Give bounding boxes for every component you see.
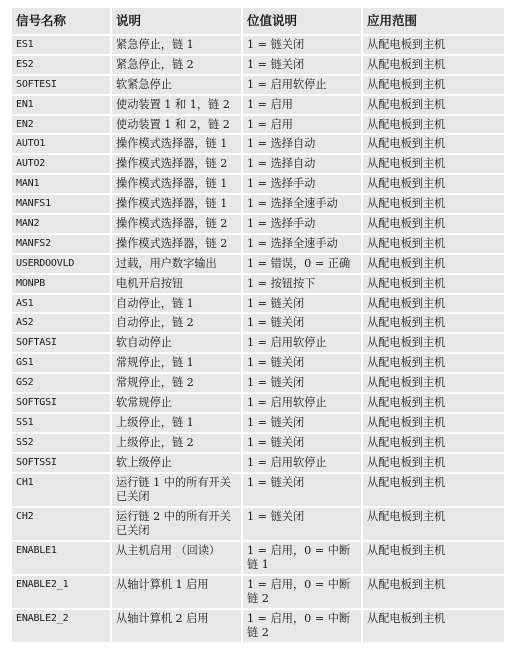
signal-name-cell: MAN2 <box>12 215 112 233</box>
description-cell: 操作模式选择器，链 1 <box>112 135 243 153</box>
bit-value-cell: 1 = 按钮按下 <box>243 275 363 293</box>
signal-name-cell: AS1 <box>12 295 112 313</box>
bit-value-cell: 1 = 启用软停止 <box>243 76 363 94</box>
description-cell: 软自动停止 <box>112 334 243 352</box>
description-cell: 软紧急停止 <box>112 76 243 94</box>
signal-name-cell: CH2 <box>12 508 112 540</box>
description-cell: 从轴计算机 1 启用 <box>112 576 243 608</box>
table-row <box>12 576 504 608</box>
bit-value-cell: 1 = 链关闭 <box>243 36 363 54</box>
description-cell: 自动停止，链 2 <box>112 314 243 332</box>
bit-value-cell: 1 = 链关闭 <box>243 295 363 313</box>
description-cell: 紧急停止，链 2 <box>112 56 243 74</box>
table-row <box>12 155 504 173</box>
table-row <box>12 474 504 506</box>
bit-value-cell: 1 = 链关闭 <box>243 474 363 506</box>
scope-cell: 从配电板到主机 <box>363 508 504 540</box>
scope-cell: 从配电板到主机 <box>363 414 504 432</box>
signal-name-cell: MAN1 <box>12 175 112 193</box>
description-cell: 常规停止，链 1 <box>112 354 243 372</box>
bit-value-cell: 1 = 启用 <box>243 96 363 114</box>
signal-name-cell: SOFTESI <box>12 76 112 94</box>
scope-cell: 从配电板到主机 <box>363 434 504 452</box>
description-cell: 上级停止，链 2 <box>112 434 243 452</box>
scope-cell: 从配电板到主机 <box>363 235 504 253</box>
table-row <box>12 295 504 313</box>
bit-value-cell: 1 = 启用软停止 <box>243 394 363 412</box>
description-cell: 过载，用户数字输出 <box>112 255 243 273</box>
scope-cell: 从配电板到主机 <box>363 374 504 392</box>
signal-name-cell: CH1 <box>12 474 112 506</box>
scope-cell: 从配电板到主机 <box>363 195 504 213</box>
bit-value-cell: 1 = 链关闭 <box>243 354 363 372</box>
bit-value-cell: 1 = 选择自动 <box>243 135 363 153</box>
signal-name-cell: USERDOOVLD <box>12 255 112 273</box>
signal-name-cell: MONPB <box>12 275 112 293</box>
scope-cell: 从配电板到主机 <box>363 576 504 608</box>
signal-name-cell: GS1 <box>12 354 112 372</box>
table-row <box>12 314 504 332</box>
scope-cell: 从配电板到主机 <box>363 96 504 114</box>
bit-value-cell: 1 = 启用软停止 <box>243 334 363 352</box>
bit-value-cell: 1 = 启用 <box>243 116 363 134</box>
table-row <box>12 255 504 273</box>
bit-value-cell: 1 = 启用，0 = 中断链 2 <box>243 610 363 642</box>
description-cell: 运行链 2 中的所有开关已关闭 <box>112 508 243 540</box>
description-cell: 操作模式选择器，链 1 <box>112 195 243 213</box>
scope-cell: 从配电板到主机 <box>363 36 504 54</box>
header-bit-value: 位值说明 <box>243 8 363 34</box>
description-cell: 软上级停止 <box>112 454 243 472</box>
table-row <box>12 454 504 472</box>
description-cell: 软常规停止 <box>112 394 243 412</box>
table-row <box>12 56 504 74</box>
header-description: 说明 <box>112 8 243 34</box>
description-cell: 运行链 1 中的所有开关已关闭 <box>112 474 243 506</box>
table-row <box>12 394 504 412</box>
signal-name-cell: SOFTASI <box>12 334 112 352</box>
signal-name-cell: GS2 <box>12 374 112 392</box>
bit-value-cell: 1 = 链关闭 <box>243 434 363 452</box>
scope-cell: 从配电板到主机 <box>363 215 504 233</box>
scope-cell: 从配电板到主机 <box>363 334 504 352</box>
scope-cell: 从配电板到主机 <box>363 116 504 134</box>
scope-cell: 从配电板到主机 <box>363 135 504 153</box>
signal-name-cell: EN1 <box>12 96 112 114</box>
table-row <box>12 354 504 372</box>
signal-name-cell: AUTO2 <box>12 155 112 173</box>
table-row <box>12 508 504 540</box>
bit-value-cell: 1 = 选择手动 <box>243 215 363 233</box>
table-row <box>12 116 504 134</box>
bit-value-cell: 1 = 选择全速手动 <box>243 195 363 213</box>
table-row <box>12 195 504 213</box>
header-scope: 应用范围 <box>363 8 504 34</box>
scope-cell: 从配电板到主机 <box>363 542 504 574</box>
scope-cell: 从配电板到主机 <box>363 175 504 193</box>
description-cell: 操作模式选择器，链 2 <box>112 235 243 253</box>
signal-name-cell: AS2 <box>12 314 112 332</box>
scope-cell: 从配电板到主机 <box>363 295 504 313</box>
signal-name-cell: ENABLE2_2 <box>12 610 112 642</box>
bit-value-cell: 1 = 链关闭 <box>243 414 363 432</box>
description-cell: 操作模式选择器，链 1 <box>112 175 243 193</box>
description-cell: 操作模式选择器，链 2 <box>112 155 243 173</box>
bit-value-cell: 1 = 错误，0 = 正确 <box>243 255 363 273</box>
scope-cell: 从配电板到主机 <box>363 610 504 642</box>
signal-name-cell: ENABLE2_1 <box>12 576 112 608</box>
scope-cell: 从配电板到主机 <box>363 56 504 74</box>
table-row <box>12 542 504 574</box>
bit-value-cell: 1 = 链关闭 <box>243 374 363 392</box>
table-row <box>12 414 504 432</box>
table-row <box>12 215 504 233</box>
bit-value-cell: 1 = 链关闭 <box>243 314 363 332</box>
signal-name-cell: MANFS1 <box>12 195 112 213</box>
table-body <box>12 36 504 642</box>
table-row <box>12 36 504 54</box>
signal-name-cell: SOFTGSI <box>12 394 112 412</box>
scope-cell: 从配电板到主机 <box>363 394 504 412</box>
bit-value-cell: 1 = 启用软停止 <box>243 454 363 472</box>
description-cell: 电机开启按钮 <box>112 275 243 293</box>
table-row <box>12 175 504 193</box>
table-row <box>12 434 504 452</box>
table-row <box>12 96 504 114</box>
scope-cell: 从配电板到主机 <box>363 275 504 293</box>
signal-name-cell: ES2 <box>12 56 112 74</box>
scope-cell: 从配电板到主机 <box>363 76 504 94</box>
signal-name-cell: SOFTSSI <box>12 454 112 472</box>
table-row <box>12 610 504 642</box>
description-cell: 紧急停止，链 1 <box>112 36 243 54</box>
signal-name-cell: SS2 <box>12 434 112 452</box>
bit-value-cell: 1 = 选择全速手动 <box>243 235 363 253</box>
table-row <box>12 275 504 293</box>
bit-value-cell: 1 = 启用，0 = 中断链 2 <box>243 576 363 608</box>
bit-value-cell: 1 = 链关闭 <box>243 56 363 74</box>
signal-name-cell: EN2 <box>12 116 112 134</box>
description-cell: 从主机启用 （回读） <box>112 542 243 574</box>
bit-value-cell: 1 = 选择手动 <box>243 175 363 193</box>
scope-cell: 从配电板到主机 <box>363 474 504 506</box>
scope-cell: 从配电板到主机 <box>363 454 504 472</box>
description-cell: 从轴计算机 2 启用 <box>112 610 243 642</box>
table-row <box>12 76 504 94</box>
signal-name-cell: ES1 <box>12 36 112 54</box>
bit-value-cell: 1 = 链关闭 <box>243 508 363 540</box>
table-row <box>12 374 504 392</box>
bit-value-cell: 1 = 选择自动 <box>243 155 363 173</box>
signal-table <box>12 6 504 644</box>
table-row <box>12 135 504 153</box>
table-header-row <box>12 8 504 34</box>
scope-cell: 从配电板到主机 <box>363 155 504 173</box>
signal-name-cell: ENABLE1 <box>12 542 112 574</box>
description-cell: 使动装置 1 和 1，链 2 <box>112 96 243 114</box>
description-cell: 常规停止，链 2 <box>112 374 243 392</box>
signal-name-cell: SS1 <box>12 414 112 432</box>
description-cell: 使动装置 1 和 2，链 2 <box>112 116 243 134</box>
bit-value-cell: 1 = 启用，0 = 中断链 1 <box>243 542 363 574</box>
scope-cell: 从配电板到主机 <box>363 354 504 372</box>
description-cell: 自动停止，链 1 <box>112 295 243 313</box>
scope-cell: 从配电板到主机 <box>363 314 504 332</box>
scope-cell: 从配电板到主机 <box>363 255 504 273</box>
description-cell: 上级停止，链 1 <box>112 414 243 432</box>
description-cell: 操作模式选择器，链 2 <box>112 215 243 233</box>
table-row <box>12 334 504 352</box>
table-row <box>12 235 504 253</box>
header-signal-name: 信号名称 <box>12 8 112 34</box>
signal-name-cell: AUTO1 <box>12 135 112 153</box>
signal-name-cell: MANFS2 <box>12 235 112 253</box>
